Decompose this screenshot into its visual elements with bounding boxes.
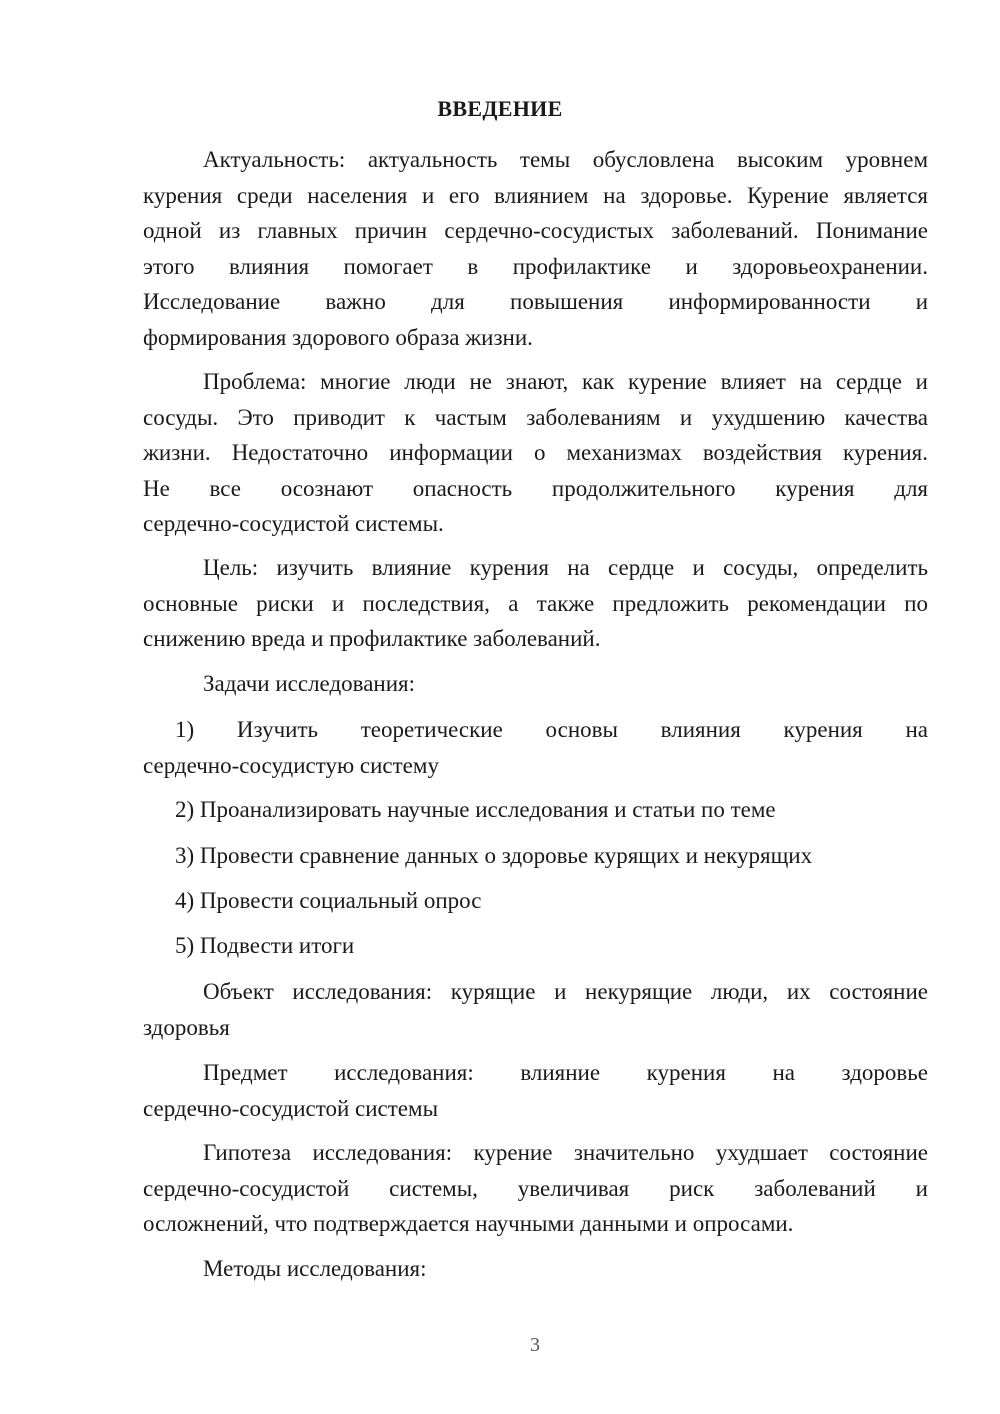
problem-line: сердечно-сосудистой системы. — [143, 511, 444, 536]
task-line: 4) Провести социальный опрос — [175, 888, 482, 913]
goal-paragraph — [143, 550, 928, 657]
task-item-3 — [143, 838, 928, 874]
object-line: Объект исследования: курящие и некурящие люди, их состояние — [203, 979, 928, 1004]
methods-heading: Методы исследования: — [203, 1256, 427, 1281]
relevance-line: формирования здорового образа жизни. — [143, 324, 533, 350]
page-number: 3 — [530, 1334, 540, 1356]
problem-line: сосуды. Это приводит к частым заболеваниям и ухудшению качества — [143, 404, 928, 430]
relevance-paragraph — [143, 142, 928, 355]
task-line: 1) Изучить теоретические основы влияния курения на — [175, 717, 928, 742]
object-line: здоровья — [143, 1014, 230, 1040]
task-item-5 — [143, 928, 928, 964]
hypothesis-line: сердечно-сосудистой системы, увеличивая риск заболеваний и — [143, 1175, 928, 1201]
task-line: 3) Провести сравнение данных о здоровье курящих и некурящих — [175, 843, 813, 868]
relevance-line: одной из главных причин сердечно-сосудистых заболеваний. Понимание — [143, 218, 928, 243]
subject-line: Предмет исследования: влияние курения на здоровье — [203, 1060, 928, 1085]
problem-line: Проблема: многие люди не знают, как курение влияет на сердце и — [203, 369, 928, 394]
problem-paragraph — [143, 364, 928, 542]
task-line: 5) Подвести итоги — [175, 933, 355, 958]
goal-line: снижению вреда и профилактике заболеваний. — [143, 626, 601, 651]
hypothesis-paragraph — [143, 1135, 928, 1242]
task-item-4 — [143, 883, 928, 919]
relevance-line: Исследование важно для повышения информированности и — [143, 289, 928, 314]
hypothesis-line: осложнений, что подтверждается научными данными и опросами. — [143, 1211, 794, 1236]
relevance-line: курения среди населения и его влиянием на здоровье. Курение является — [143, 182, 928, 208]
task-line: сердечно-сосудистую систему — [143, 752, 439, 778]
relevance-line: Актуальность: актуальность темы обусловлена высоким уровнем — [203, 147, 928, 172]
tasks-heading: Задачи исследования: — [203, 671, 416, 696]
problem-line: жизни. Недостаточно информации о механизмах воздействия курения. — [143, 440, 928, 465]
page-title: ВВЕДЕНИЕ — [437, 96, 563, 121]
goal-line: Цель: изучить влияние курения на сердце и сосуды, определить — [203, 555, 928, 580]
goal-line: основные риски и последствия, а также предложить рекомендации по — [143, 590, 928, 616]
object-paragraph — [143, 974, 928, 1045]
subject-line: сердечно-сосудистой системы — [143, 1095, 439, 1121]
relevance-line: этого влияния помогает в профилактике и здоровьеохранении. — [143, 253, 928, 279]
task-item-2 — [143, 792, 928, 828]
hypothesis-line: Гипотеза исследования: курение значительно ухудшает состояние — [203, 1140, 928, 1165]
problem-line: Не все осознают опасность продолжительного курения для — [143, 475, 928, 501]
subject-paragraph — [143, 1055, 928, 1126]
task-line: 2) Проанализировать научные исследования и статьи по теме — [175, 797, 776, 822]
task-item-1 — [143, 712, 928, 783]
